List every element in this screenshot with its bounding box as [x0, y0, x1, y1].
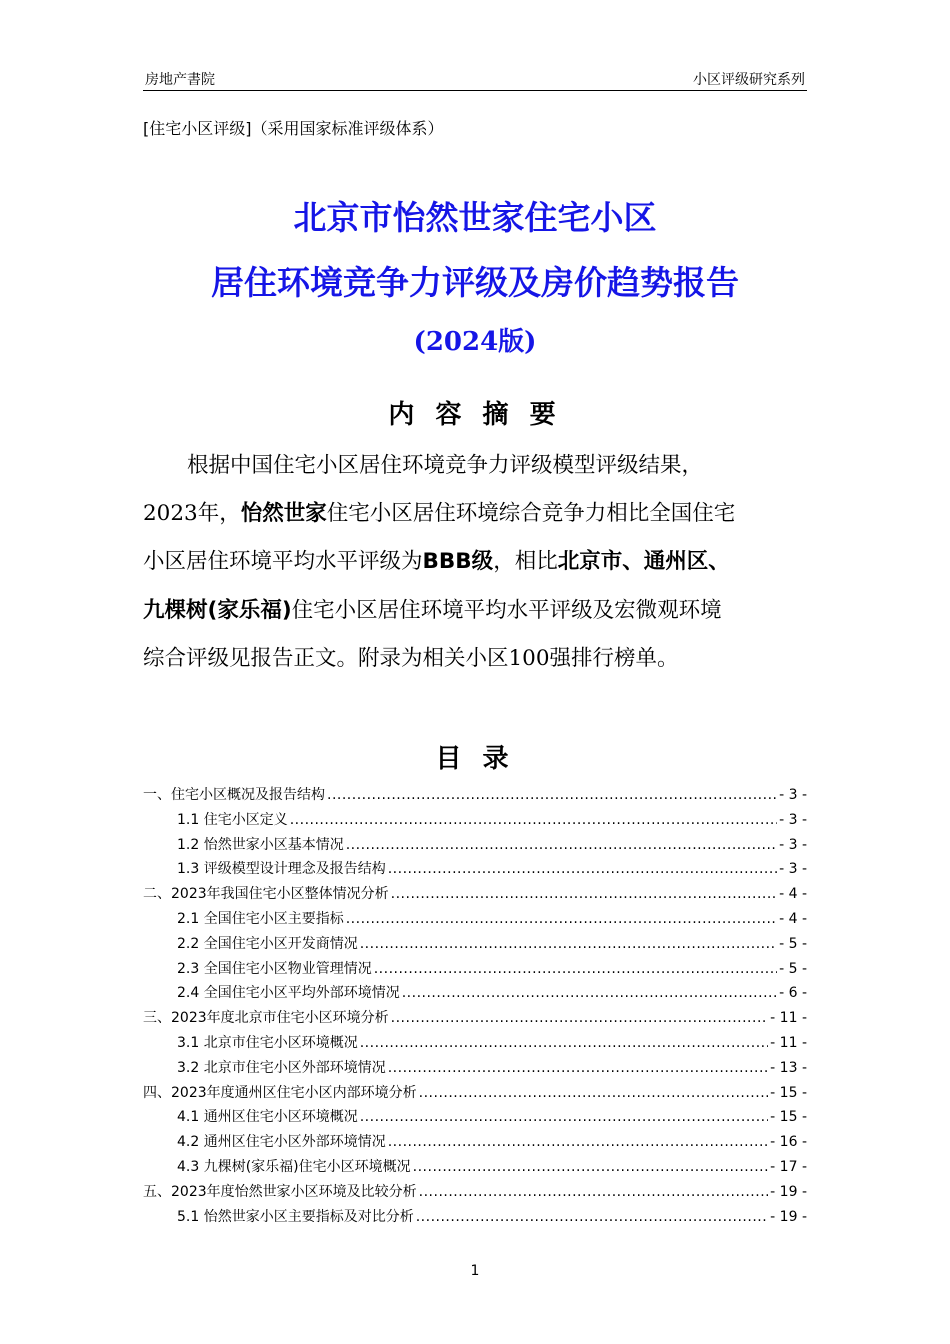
abstract-bold-community: 怡然世家	[240, 501, 327, 527]
abstract-bold-area: 九棵树(家乐福)	[143, 597, 292, 623]
toc-entry[interactable]	[143, 957, 807, 982]
abstract-text: 2023年，	[143, 501, 241, 527]
abstract-text: 综合评级见报告正文。附录为相关小区100强排行榜单。	[143, 645, 679, 671]
toc-entry-page: - 3 -	[779, 861, 807, 878]
toc-leader-dots	[388, 1056, 768, 1081]
toc-entry-page: - 13 -	[770, 1059, 807, 1076]
toc-entry-page: - 5 -	[779, 960, 807, 977]
toc-leader-dots	[416, 1205, 768, 1230]
abstract-line-5	[143, 635, 808, 683]
toc-leader-dots	[346, 833, 777, 858]
toc-entry-label: 3.2 北京市住宅小区外部环境情况	[177, 1059, 386, 1076]
abstract-bold-regions: 北京市、通州区、	[557, 549, 730, 575]
abstract-line-4	[143, 587, 808, 635]
toc-entry-label: 1.1 住宅小区定义	[177, 811, 288, 828]
abstract-text: 住宅小区居住环境平均水平评级及宏微观环境	[291, 597, 722, 623]
toc-leader-dots	[419, 1081, 769, 1106]
toc-entry-page: - 5 -	[779, 935, 807, 952]
toc-entry[interactable]	[143, 857, 807, 882]
toc-leader-dots	[327, 783, 777, 808]
toc-leader-dots	[402, 981, 777, 1006]
toc-entry-page: - 19 -	[770, 1183, 807, 1200]
toc-leader-dots	[388, 857, 777, 882]
toc-entry[interactable]	[143, 1105, 807, 1130]
toc-entry[interactable]	[143, 1205, 807, 1230]
abstract-text: ，相比	[493, 549, 558, 575]
abstract-text: 小区居住环境平均水平评级为	[143, 549, 423, 575]
toc-entry-label: 二、2023年我国住宅小区整体情况分析	[143, 886, 389, 903]
toc-leader-dots	[391, 1006, 769, 1031]
toc-entry-label: 五、2023年度怡然世家小区环境及比较分析	[143, 1183, 417, 1200]
toc-entry-page: - 3 -	[779, 787, 807, 803]
toc-entry-label: 3.1 北京市住宅小区环境概况	[177, 1034, 358, 1051]
toc-leader-dots	[391, 882, 777, 907]
toc-entry-page: - 17 -	[770, 1158, 807, 1175]
toc-entry-label: 一、住宅小区概况及报告结构	[143, 787, 325, 803]
toc-leader-dots	[413, 1155, 769, 1180]
toc-entry[interactable]	[143, 783, 807, 808]
toc-entry-label: 四、2023年度通州区住宅小区内部环境分析	[143, 1084, 417, 1101]
toc-entry-label: 三、2023年度北京市住宅小区环境分析	[143, 1010, 389, 1027]
abstract-line-3	[143, 538, 808, 586]
report-title-line-2: 居住环境竞争力评级及房价趋势报告	[211, 263, 739, 302]
toc-entry-label: 2.4 全国住宅小区平均外部环境情况	[177, 985, 400, 1002]
toc-leader-dots	[290, 808, 777, 833]
toc-entry[interactable]	[143, 1180, 807, 1205]
toc-entry[interactable]	[143, 882, 807, 907]
report-edition: (2024版)	[413, 327, 537, 357]
toc-entry-page: - 3 -	[779, 836, 807, 853]
abstract-line-2	[143, 490, 808, 538]
toc-entry-label: 1.3 评级模型设计理念及报告结构	[177, 861, 386, 878]
abstract-heading: 内 容 摘 要	[388, 400, 562, 430]
toc-entry[interactable]	[143, 808, 807, 833]
abstract-line-1	[143, 442, 808, 490]
toc-entry-page: - 15 -	[770, 1109, 807, 1126]
toc-entry[interactable]	[143, 1155, 807, 1180]
page-header	[143, 64, 807, 91]
toc-entry-page: - 16 -	[770, 1134, 807, 1151]
toc-entry-label: 2.3 全国住宅小区物业管理情况	[177, 960, 372, 977]
toc-entry-label: 4.3 九棵树(家乐福)住宅小区环境概况	[177, 1158, 411, 1175]
toc-entry-label: 5.1 怡然世家小区主要指标及对比分析	[177, 1208, 414, 1225]
toc-leader-dots	[360, 932, 777, 957]
toc-entry-label: 2.2 全国住宅小区开发商情况	[177, 935, 358, 952]
toc-entry-page: - 11 -	[770, 1034, 807, 1051]
report-title-line-1: 北京市怡然世家住宅小区	[293, 198, 657, 237]
toc-entry[interactable]	[143, 932, 807, 957]
abstract-text: 住宅小区居住环境综合竞争力相比全国住宅	[326, 501, 736, 527]
toc-heading: 目 录	[435, 744, 515, 774]
header-publisher: 房地产書院	[145, 72, 215, 88]
table-of-contents	[143, 783, 807, 1229]
header-series: 小区评级研究系列	[693, 72, 805, 88]
toc-entry[interactable]	[143, 833, 807, 858]
toc-leader-dots	[419, 1180, 769, 1205]
toc-entry[interactable]	[143, 1081, 807, 1106]
toc-entry-page: - 4 -	[779, 910, 807, 927]
toc-entry[interactable]	[143, 981, 807, 1006]
toc-leader-dots	[360, 1031, 768, 1056]
toc-entry-page: - 4 -	[779, 886, 807, 903]
toc-leader-dots	[346, 907, 777, 932]
toc-entry-page: - 6 -	[779, 985, 807, 1002]
toc-entry[interactable]	[143, 907, 807, 932]
toc-entry[interactable]	[143, 1130, 807, 1155]
toc-entry-label: 4.2 通州区住宅小区外部环境情况	[177, 1134, 386, 1151]
toc-leader-dots	[388, 1130, 768, 1155]
page-number: 1	[470, 1263, 480, 1279]
toc-entry-page: - 15 -	[770, 1084, 807, 1101]
report-category-tag: [住宅小区评级]（采用国家标准评级体系）	[143, 119, 444, 138]
toc-entry[interactable]	[143, 1006, 807, 1031]
toc-entry-label: 1.2 怡然世家小区基本情况	[177, 836, 344, 853]
abstract-body	[143, 442, 808, 683]
toc-entry-page: - 19 -	[770, 1208, 807, 1225]
abstract-bold-rating: BBB级	[422, 549, 494, 575]
toc-leader-dots	[374, 957, 777, 982]
toc-entry-label: 2.1 全国住宅小区主要指标	[177, 910, 344, 927]
abstract-text: 根据中国住宅小区居住环境竞争力评级模型评级结果，	[187, 453, 704, 478]
toc-entry-label: 4.1 通州区住宅小区环境概况	[177, 1109, 358, 1126]
toc-entry-page: - 11 -	[770, 1010, 807, 1027]
toc-entry-page: - 3 -	[779, 811, 807, 828]
toc-leader-dots	[360, 1105, 768, 1130]
toc-entry[interactable]	[143, 1056, 807, 1081]
toc-entry[interactable]	[143, 1031, 807, 1056]
